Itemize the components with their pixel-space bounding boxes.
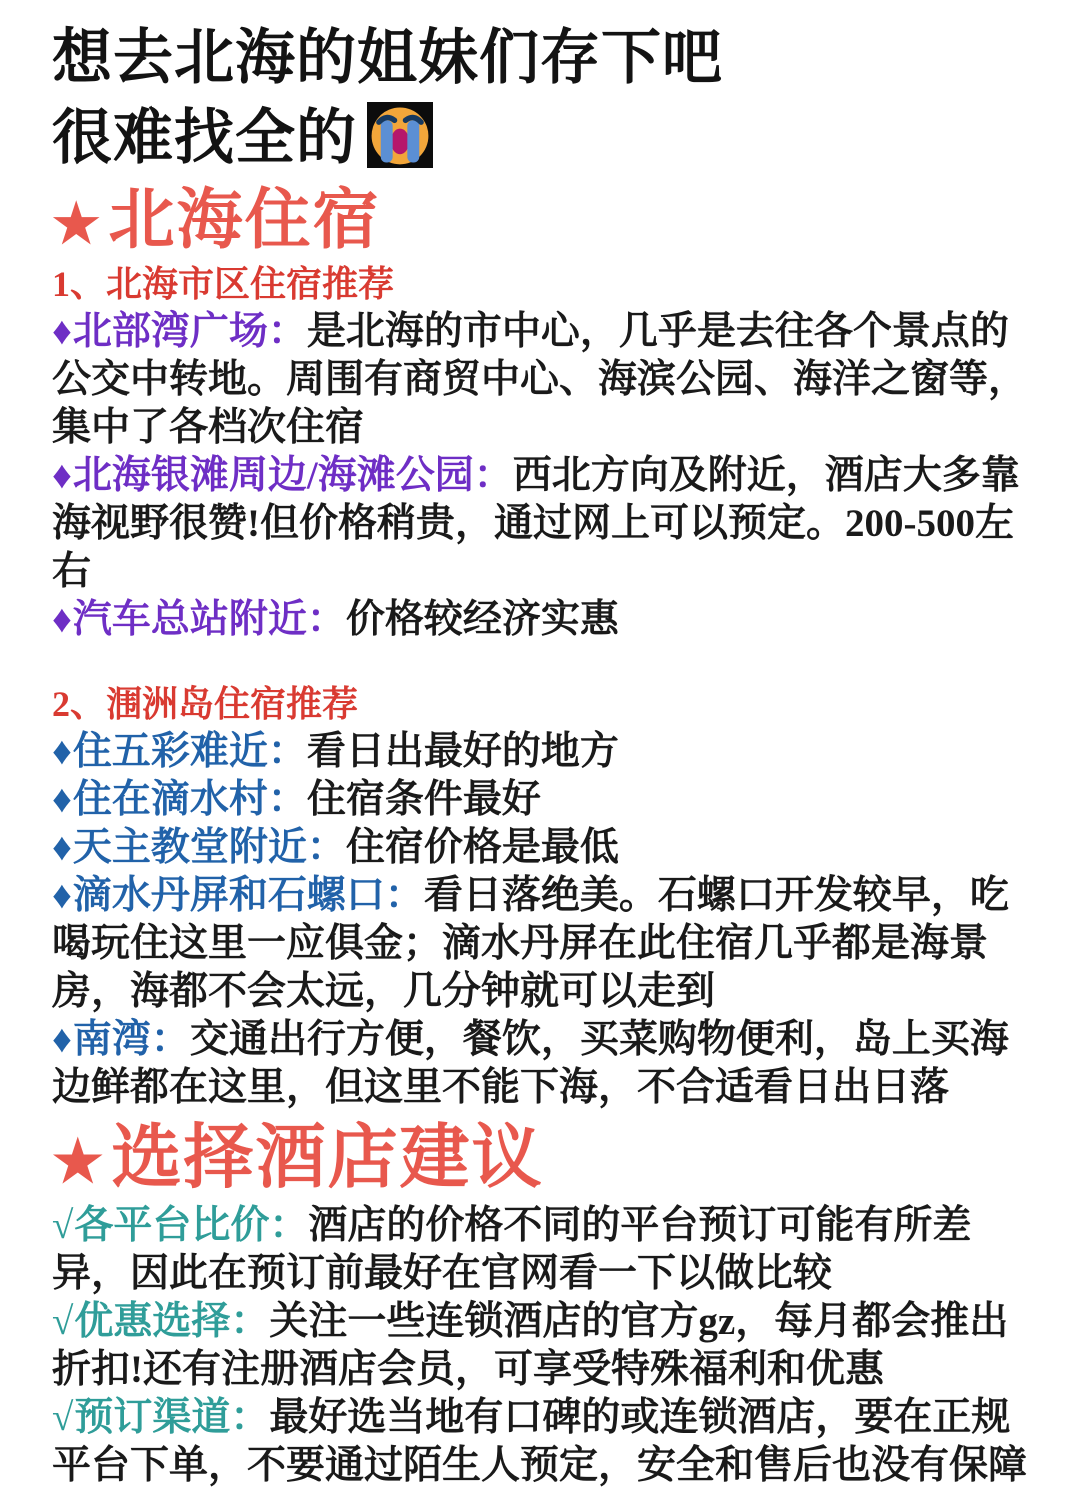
list-item [52, 596, 1030, 644]
list-item [52, 728, 1030, 776]
item-label: 北部湾广场： [72, 309, 307, 353]
weizhou-lodging-list [52, 728, 1030, 1112]
item-text: 看日落绝美。石螺口开发较早，吃喝玩住这里一应俱金；滴水丹屏在此住宿几乎都是海景房，海都不会太远，几分钟就可以走到 [52, 873, 1009, 1013]
loudly-crying-emoji-icon [367, 102, 433, 168]
hotel-advice-list [52, 1202, 1030, 1490]
diamond-icon: ♦ [52, 597, 72, 641]
check-icon: √ [52, 1204, 74, 1248]
item-text: 住宿条件最好 [306, 777, 541, 821]
section-heading-text: 北海住宿 [108, 184, 381, 257]
item-label: 南湾： [72, 1017, 190, 1061]
item-label: 天主教堂附近： [72, 825, 346, 869]
list-item [52, 1298, 1030, 1394]
list-item [52, 776, 1030, 824]
diamond-icon: ♦ [52, 777, 72, 821]
list-item [52, 308, 1030, 452]
list-item [52, 872, 1030, 1016]
item-label: 住在滴水村： [72, 777, 307, 821]
city-lodging-list [52, 308, 1030, 644]
section-heading-beihai-lodging [52, 184, 1030, 258]
item-label: 汽车总站附近： [72, 597, 346, 641]
diamond-icon: ♦ [52, 825, 72, 869]
list-item [52, 1394, 1030, 1490]
diamond-icon: ♦ [52, 729, 72, 773]
item-label: 北海银滩周边/海滩公园： [72, 453, 513, 497]
check-icon: √ [52, 1396, 74, 1440]
post-title [52, 18, 1030, 178]
item-label: 优惠选择： [74, 1300, 270, 1344]
item-text: 关注一些连锁酒店的官方gz，每月都会推出折扣!还有注册酒店会员，可享受特殊福利和优惠 [52, 1300, 1009, 1392]
item-text: 西北方向及附近，酒店大多靠海视野很赞!但价格稍贵，通过网上可以预定。200-500左右 [52, 453, 1020, 593]
title-line-2-text: 很难找全的 [52, 103, 357, 173]
item-text: 是北海的市中心，几乎是去往各个景点的公交中转地。周围有商贸中心、海滨公园、海洋之窗等，集中了各档次住宿 [52, 309, 1028, 449]
item-text: 交通出行方便，餐饮，买菜购物便利，岛上买海边鲜都在这里，但这里不能下海，不合适看日出日落 [52, 1017, 1009, 1109]
star-icon: ★ [52, 194, 103, 254]
star-icon: ★ [52, 1130, 106, 1194]
item-text: 价格较经济实惠 [345, 597, 619, 641]
diamond-icon: ♦ [52, 453, 72, 497]
list-item [52, 452, 1030, 596]
item-text: 看日出最好的地方 [306, 729, 619, 773]
item-label: 滴水丹屏和石螺口： [72, 873, 424, 917]
diamond-icon: ♦ [52, 309, 72, 353]
subheading-city-lodging: 1、北海市区住宿推荐 [52, 263, 395, 304]
list-item [52, 1016, 1030, 1112]
item-label: 预订渠道： [74, 1396, 270, 1440]
item-label: 住五彩难近： [72, 729, 307, 773]
title-line-1: 想去北海的姐妹们存下吧 [52, 23, 723, 93]
diamond-icon: ♦ [52, 873, 72, 917]
subheading-weizhou-lodging: 2、涠洲岛住宿推荐 [52, 683, 359, 724]
item-text: 最好选当地有口碑的或连锁酒店，要在正规平台下单，不要通过陌生人预定，安全和售后也没有保障 [52, 1396, 1028, 1488]
item-label: 各平台比价： [74, 1204, 309, 1248]
item-text: 酒店的价格不同的平台预订可能有所差异，因此在预订前最好在官网看一下以做比较 [52, 1204, 972, 1296]
item-text: 住宿价格是最低 [345, 825, 619, 869]
section-heading-hotel-advice [52, 1120, 1030, 1198]
list-item [52, 824, 1030, 872]
title-line-2 [52, 98, 1030, 178]
check-icon: √ [52, 1300, 74, 1344]
diamond-icon: ♦ [52, 1017, 72, 1061]
list-item [52, 1202, 1030, 1298]
section-heading-text: 选择酒店建议 [111, 1119, 544, 1197]
